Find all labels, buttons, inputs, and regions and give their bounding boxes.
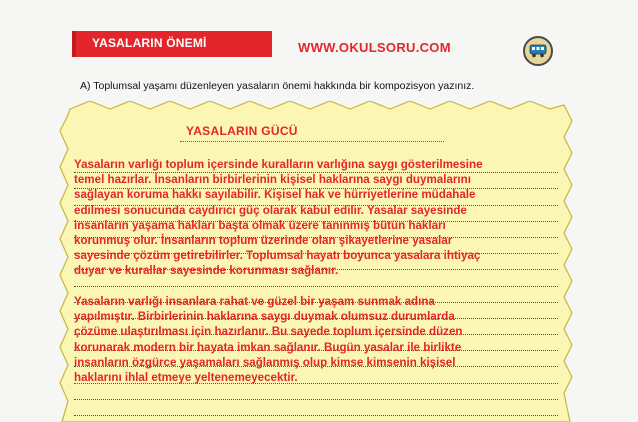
essay-line: insanların özgürce yaşamaları sağlanmış olup kimse kimsenin kişisel [74,355,456,369]
essay-line: korunarak modern bir hayata imkan sağlanır. Bugün yasalar ile birlikte [74,340,462,354]
essay-line: temel hazırlar. İnsanların birbirlerinin kişisel haklarına saygı duymalarını [74,173,471,187]
essay-line: haklarını ihlal etmeye yeltenemeyecektir. [74,371,298,385]
site-url: WWW.OKULSORU.COM [298,40,451,55]
title-rule [180,141,444,142]
essay-line: duyar ve kurallar sayesinde korunması sağlanır. [74,264,339,278]
essay-line: insanların yaşama hakları başta olmak üzere tanınmış bütün hakları [74,218,446,232]
essay-line: edilmesi sonucunda caydırıcı güç olarak kabul edilir. Yasalar sayesinde [74,203,467,217]
essay-line: çözüme ulaştırılması için hazırlanır. Bu sayede toplum içersinde düzen [74,325,463,339]
essay-paragraph-2 [74,294,564,385]
essay-line: sayesinde çözüm getirebilirler. Toplumsal hayatı boyunca yasalara ihtiyaç [74,249,481,263]
essay-title: YASALARIN GÜCÜ [186,124,298,138]
essay-line: sağlayan koruma hakkı sayılabilir. Kişisel hak ve hürriyetlerine müdahale [74,188,476,202]
bus-icon [523,36,553,66]
essay-line: korunmuş olur. İnsanların toplum üzerinde olan şikayetlerine yasalar [74,234,453,248]
essay-line: Yasaların varlığı toplum içersinde kuralların varlığına saygı gösterilmesine [74,158,483,171]
essay-line: Yasaların varlığı insanlara rahat ve güzel bir yaşam sunmak adına [74,295,435,308]
essay-paragraph-1 [74,157,564,279]
question-prompt: A) Toplumsal yaşamı düzenleyen yasaların önemi hakkında bir kompozisyon yazınız. [80,80,475,92]
essay-line: yapılmıştır. Birbirlerinin haklarına saygı duymak olumsuz durumlarda [74,310,455,324]
section-title: YASALARIN ÖNEMİ [92,36,207,50]
